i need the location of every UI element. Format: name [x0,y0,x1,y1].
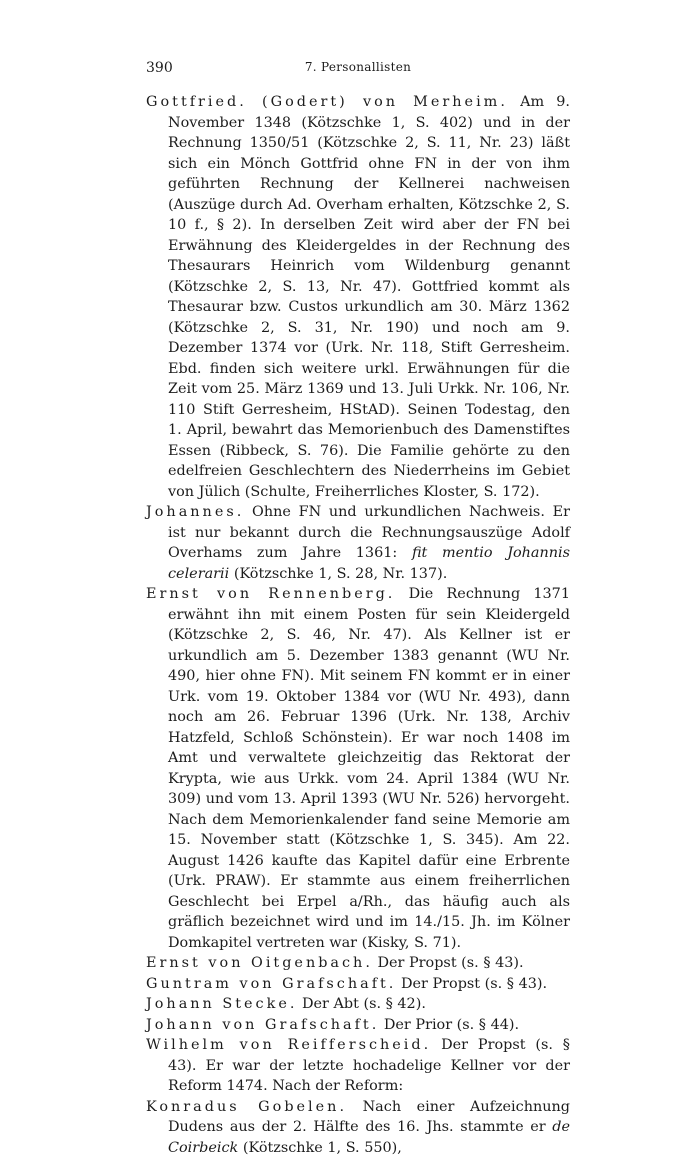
entry-johann-von-grafschaft [146,1015,570,1036]
entry-text: Die Rechnung 1371 erwähnt ihn mit einem Posten für sein Kleidergeld (Kötzschke 2, S. 46, Nr. 47). Als Kellner ist er urkundlich am 5. Dezember 1383 genannt (WU Nr. 490, hier ohne FN). Mit seinem FN kommt er in einer Urk. vom 19. Oktober 1384 vor (WU Nr. 493), dann noch am 26. Februar 1396 (Urk. Nr. 138, Archiv Hatzfeld, Schloß Schönstein). Er war noch 1408 im Amt und verwaltete gleichzeitig das Rektorat der Krypta, wie aus Urkk. vom 24. April 1384 (WU Nr. 309) und vom 13. April 1393 (WU Nr. 526) hervorgeht. Nach dem Memorienkalender fand seine Memorie am 15. November statt (Kötzschke 1, S. 345). Am 22. August 1426 kaufte das Kapitel dafür eine Erbrente (Urk. PRAW). Er stammte aus einem freiherrlichen Geschlecht bei Erpel a/Rh., das häufig auch als gräflich bezeichnet wird und im 14./15. Jh. im Kölner Domkapitel vertreten war (Kisky, S. 71). [168,586,570,951]
entry-name: Johann von Grafschaft. [146,1017,379,1033]
entry-italic-quote: de Coirbeick [168,1119,570,1156]
entry-name: Johann Stecke. [146,996,297,1012]
entry-name: Wilhelm von Reifferscheid. [146,1037,431,1053]
entry-text: Der Propst (s. § 43). [401,976,547,992]
entry-name: Guntram von Grafschaft. [146,976,396,992]
entry-name: Johannes. [146,504,244,520]
entry-text: Am 9. November 1348 (Kötzschke 1, S. 402) und in der Rechnung 1350/51 (Kötzschke 2, S. 11, Nr. 23) läßt sich ein Mönch Gottfrid ohne FN in der von ihm geführten Rechnung der Kellnerei nachweisen (Auszüge durch Ad. Overham erhalten, Kötzschke 2, S. 10 f., § 2). In derselben Zeit wird aber der FN bei Erwähnung des Kleidergeldes in der Rechnung des Thesaurars Heinrich vom Wildenburg genannt (Kötzschke 2, S. 13, Nr. 47). Gottfried kommt als Thesaurar bzw. Custos urkundlich am 30. März 1362 (Kötzschke 2, S. 31, Nr. 190) und noch am 9. Dezember 1374 vor (Urk. Nr. 118, Stift Gerresheim. Ebd. finden sich weitere urkl. Erwähnungen für die Zeit vom 25. März 1369 und 13. Juli Urkk. Nr. 106, Nr. 110 Stift Gerresheim, HStAD). Seinen Todestag, den 1. April, bewahrt das Memorienbuch des Damenstiftes Essen (Ribbeck, S. 76). Die Familie gehörte zu den edelfreien Geschlechtern des Niederrheins im Gebiet von Jülich (Schulte, Freiherrliches Kloster, S. 172). [168,94,570,500]
page-number: 390 [146,60,173,76]
entry-text: Der Abt (s. § 42). [302,996,426,1012]
entry-name: Konradus Gobelen. [146,1099,347,1115]
entry-wilhelm-von-reifferscheid [146,1035,570,1097]
entry-text: Der Propst (s. § 43). Er war der letzte hochadelige Kellner vor der Reform 1474. Nach der Reform: [168,1037,570,1094]
entry-konradus-gobelen [146,1097,570,1158]
entry-name: Ernst von Oitgenbach. [146,955,373,971]
entry-text: Der Prior (s. § 44). [384,1017,519,1033]
entry-text: Nach einer Aufzeichnung Dudens aus der 2. Hälfte des 16. Jhs. stammte er [168,1099,570,1136]
page-body [146,92,570,1158]
entry-name: Ernst von Rennenberg. [146,586,395,602]
entry-johannes [146,502,570,584]
entry-ernst-von-rennenberg [146,584,570,953]
entry-text-after: (Kötzschke 1, S. 28, Nr. 137). [234,566,447,582]
entry-text: Der Propst (s. § 43). [377,955,523,971]
page-header [146,60,570,82]
entry-guntram-von-grafschaft [146,974,570,995]
entry-italic-quote: fit mentio Johannis celerarii [168,545,570,582]
entry-ernst-von-oitgenbach [146,953,570,974]
entry-name: Gottfried. (Godert) von Merheim. [146,94,508,110]
running-head: 7. Personallisten [146,60,570,74]
entry-johann-stecke [146,994,570,1015]
entry-gottfried-von-merheim [146,92,570,502]
entry-text-after: (Kötzschke 1, S. 550), [243,1140,402,1156]
entry-text: Ohne FN und urkundlichen Nachweis. Er ist nur bekannt durch die Rechnungsauszüge Adolf Overhams zum Jahre 1361: [168,504,570,561]
